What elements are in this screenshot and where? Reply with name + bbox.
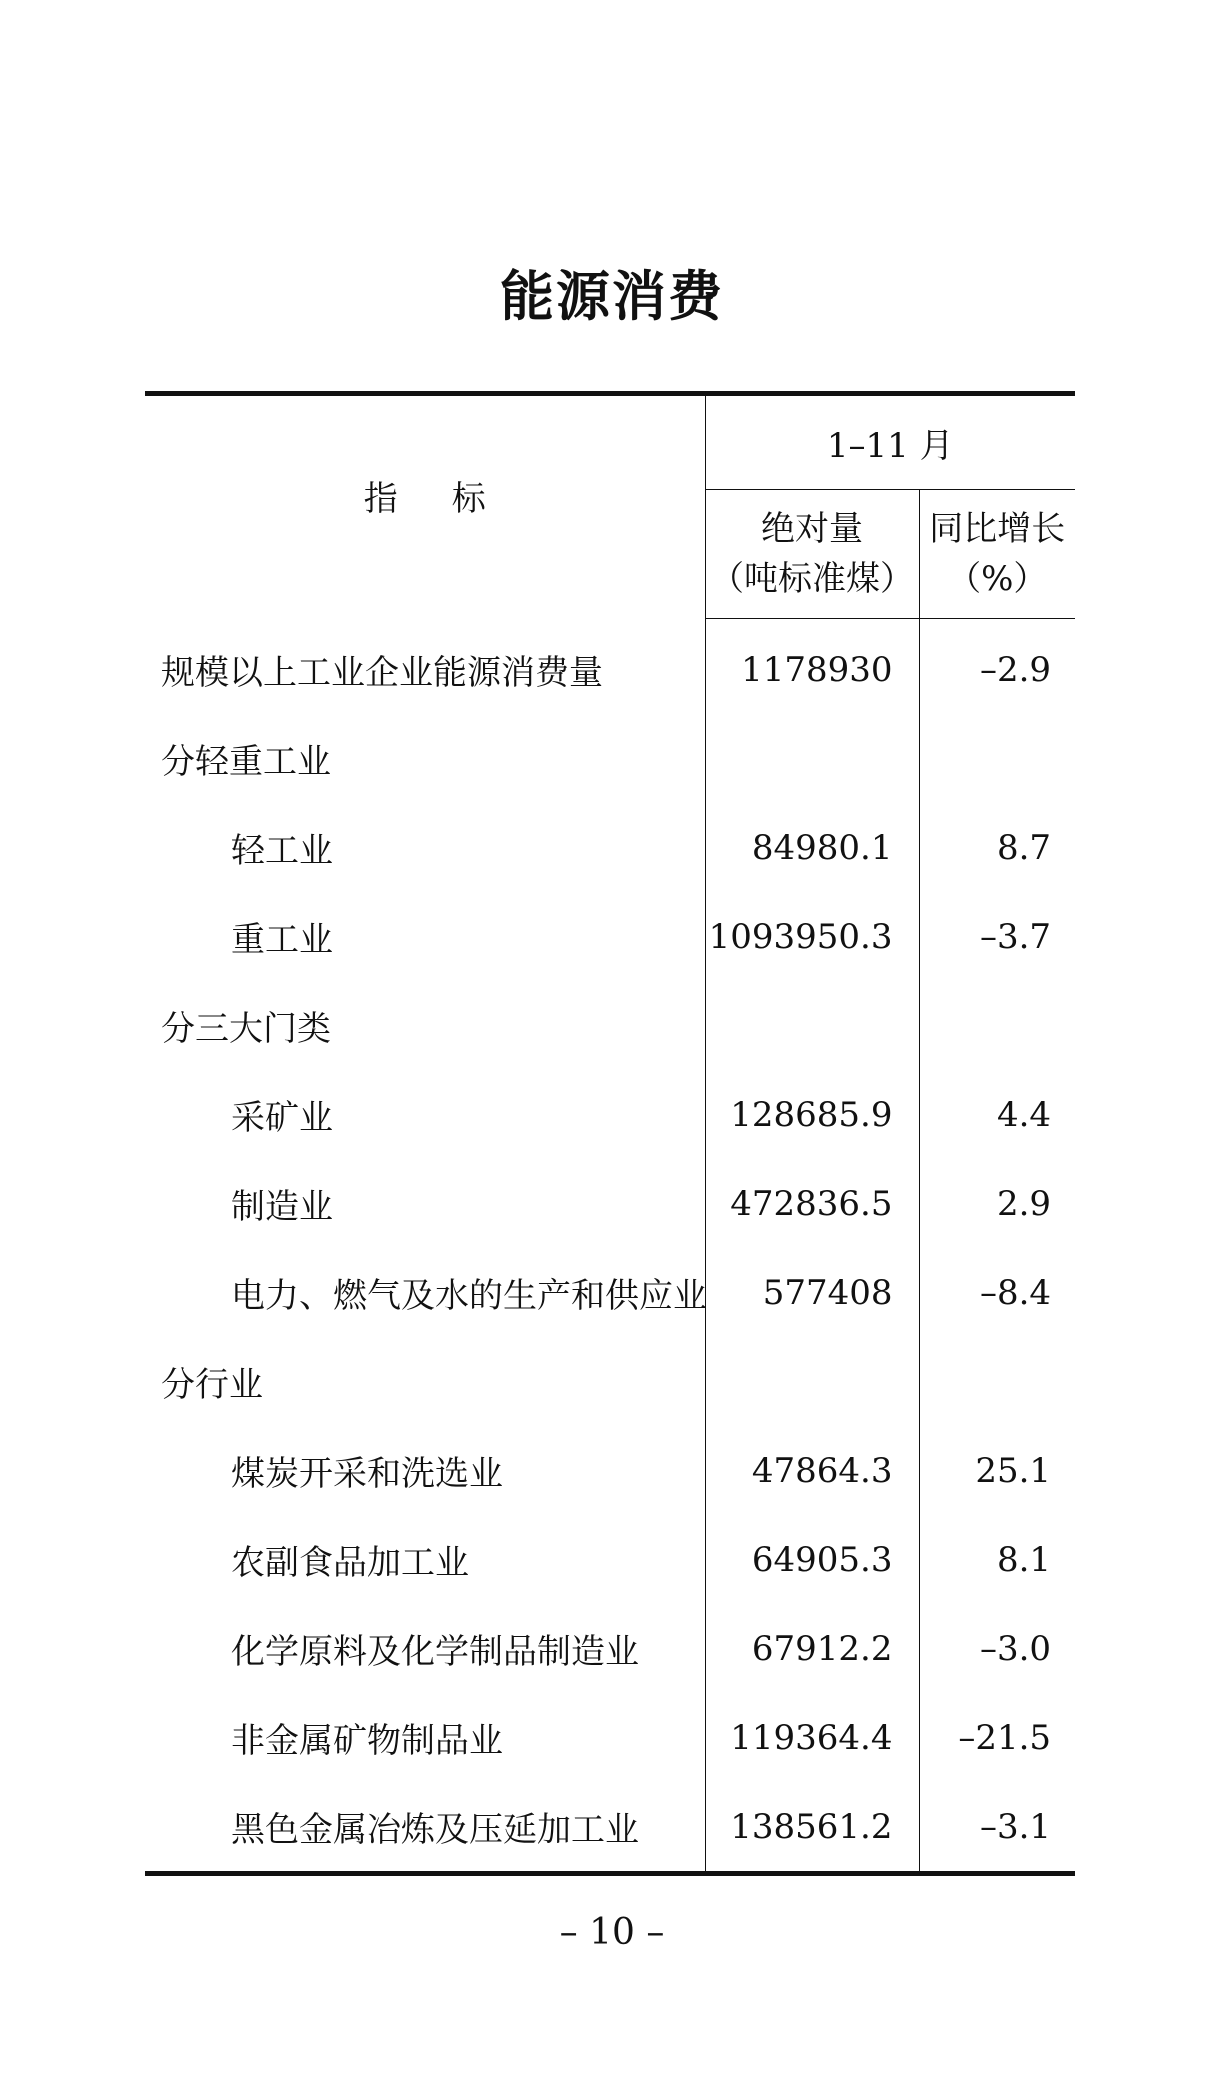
energy-consumption-table-container bbox=[145, 391, 1075, 1876]
table-row bbox=[145, 1693, 1075, 1782]
row-label: 非金属矿物制品业 bbox=[145, 1693, 705, 1782]
row-label: 分行业 bbox=[145, 1337, 705, 1426]
energy-consumption-table bbox=[145, 391, 1075, 1876]
row-growth: –2.9 bbox=[979, 649, 1052, 690]
row-value: 119364.4 bbox=[705, 1693, 919, 1782]
row-label: 煤炭开采和洗选业 bbox=[145, 1426, 705, 1515]
row-value bbox=[705, 981, 919, 1070]
growth-header-unit: （%） bbox=[947, 559, 1048, 599]
table-row bbox=[145, 803, 1075, 892]
row-growth bbox=[919, 714, 1075, 803]
row-value: 577408 bbox=[705, 1248, 919, 1337]
absolute-value-header bbox=[705, 490, 919, 619]
row-label: 分三大门类 bbox=[145, 981, 705, 1070]
row-growth bbox=[919, 1337, 1075, 1426]
row-value: 1178930 bbox=[705, 619, 919, 715]
growth-header-line1: 同比增长 bbox=[929, 509, 1066, 549]
table-row bbox=[145, 714, 1075, 803]
period-header: 1–11 月 bbox=[705, 394, 1075, 490]
table-body bbox=[145, 619, 1075, 1874]
row-value bbox=[705, 714, 919, 803]
row-label: 电力、燃气及水的生产和供应业 bbox=[145, 1248, 705, 1337]
row-growth: 2.9 bbox=[996, 1183, 1052, 1224]
row-value: 1093950.3 bbox=[705, 892, 919, 981]
table-row bbox=[145, 1782, 1075, 1874]
row-growth: –3.0 bbox=[979, 1628, 1052, 1669]
table-row bbox=[145, 1248, 1075, 1337]
table-row bbox=[145, 1604, 1075, 1693]
table-row bbox=[145, 981, 1075, 1070]
page-title: 能源消费 bbox=[500, 265, 724, 328]
table-row bbox=[145, 1070, 1075, 1159]
page-number: – 10 – bbox=[559, 1912, 665, 1953]
row-label: 规模以上工业企业能源消费量 bbox=[145, 619, 705, 715]
row-label: 农副食品加工业 bbox=[145, 1515, 705, 1604]
row-label: 分轻重工业 bbox=[145, 714, 705, 803]
row-label: 制造业 bbox=[145, 1159, 705, 1248]
row-growth bbox=[919, 981, 1075, 1070]
row-value: 472836.5 bbox=[705, 1159, 919, 1248]
row-value: 84980.1 bbox=[705, 803, 919, 892]
row-value bbox=[705, 1337, 919, 1426]
row-label: 重工业 bbox=[145, 892, 705, 981]
row-growth: –3.7 bbox=[979, 916, 1052, 957]
row-value: 67912.2 bbox=[705, 1604, 919, 1693]
table-row bbox=[145, 1426, 1075, 1515]
row-value: 138561.2 bbox=[705, 1782, 919, 1874]
row-growth: 8.7 bbox=[996, 827, 1052, 868]
row-value: 64905.3 bbox=[705, 1515, 919, 1604]
indicator-header: 指标 bbox=[145, 394, 705, 619]
row-growth: 25.1 bbox=[975, 1450, 1052, 1491]
absolute-value-header-line1: 绝对量 bbox=[761, 509, 863, 549]
row-growth: 8.1 bbox=[996, 1539, 1052, 1580]
absolute-value-header-unit: （吨标准煤） bbox=[710, 559, 914, 599]
table-row bbox=[145, 892, 1075, 981]
table-row bbox=[145, 1337, 1075, 1426]
row-label: 化学原料及化学制品制造业 bbox=[145, 1604, 705, 1693]
row-label: 黑色金属冶炼及压延加工业 bbox=[145, 1782, 705, 1874]
growth-header bbox=[919, 490, 1075, 619]
row-growth: –21.5 bbox=[958, 1717, 1052, 1758]
row-growth: –3.1 bbox=[919, 1782, 1075, 1874]
table-row bbox=[145, 619, 1075, 715]
row-growth: 4.4 bbox=[996, 1094, 1052, 1135]
row-label: 轻工业 bbox=[145, 803, 705, 892]
table-row bbox=[145, 1159, 1075, 1248]
row-growth: –8.4 bbox=[979, 1272, 1052, 1313]
row-value: 47864.3 bbox=[705, 1426, 919, 1515]
table-header bbox=[145, 394, 1075, 619]
row-value: 128685.9 bbox=[705, 1070, 919, 1159]
header-row-1 bbox=[145, 394, 1075, 490]
row-label: 采矿业 bbox=[145, 1070, 705, 1159]
table-row bbox=[145, 1515, 1075, 1604]
